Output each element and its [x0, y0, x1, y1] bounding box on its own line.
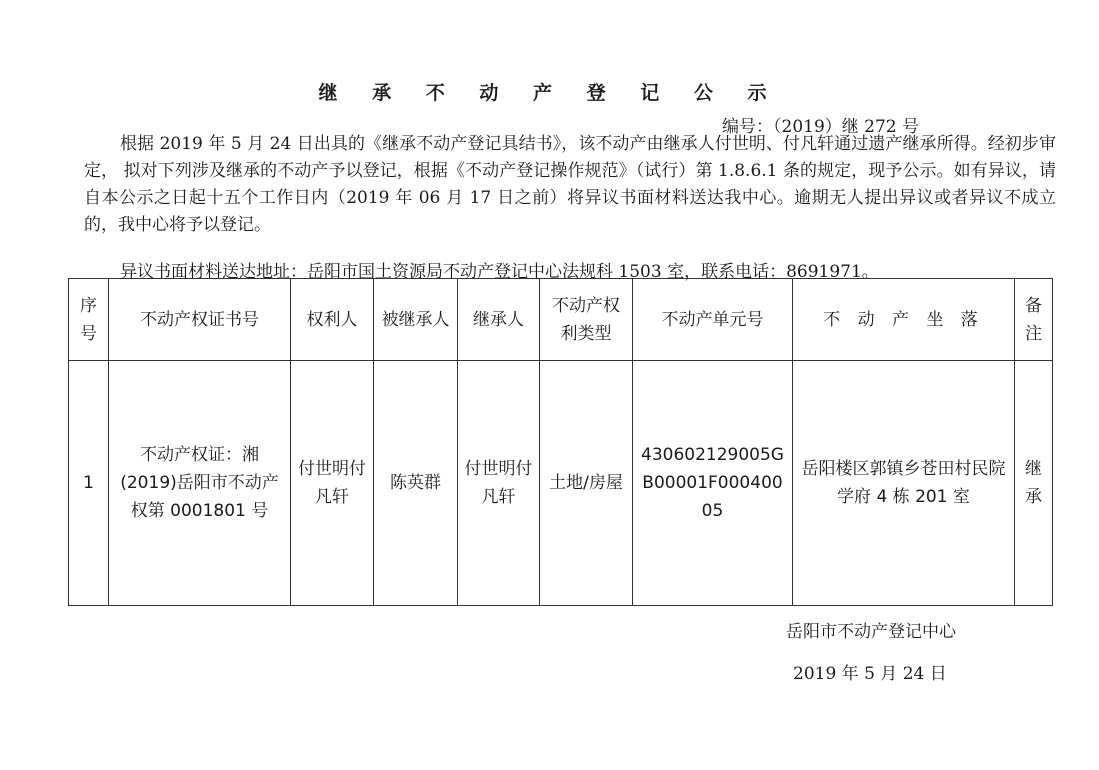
cell-seq: 1	[69, 361, 109, 606]
header-cert-no: 不动产权证书号	[109, 279, 291, 361]
header-owner: 权利人	[291, 279, 374, 361]
table-row	[69, 361, 1053, 606]
cell-location: 岳阳楼区郭镇乡苍田村民院学府 4 栋 201 室	[793, 361, 1015, 606]
header-seq: 序号	[69, 279, 109, 361]
notice-title: 继 承 不 动 产 登 记 公 示	[318, 82, 781, 104]
cell-owner: 付世明付凡轩	[291, 361, 374, 606]
cell-heir: 付世明付凡轩	[458, 361, 540, 606]
notice-body-paragraph: 根据 2019 年 5 月 24 日出具的《继承不动产登记具结书》，该不动产由继承人付世明、付凡轩通过遗产继承所得。经初步审定， 拟对下列涉及继承的不动产予以登记，根据《不动产登记操作规范》（试行）第 1.8.6.1 条的规定，现予公示。如有异议，请自本公示之日起十五个工作日内（2019 年 06 月 17 日之前）将异议书面材料送达我中心。逾期无人提出异议或者异议不成立的，我中心将予以登记。	[84, 134, 1056, 235]
cell-cert-no: 不动产权证：湘(2019)岳阳市不动产权第 0001801 号	[109, 361, 291, 606]
cell-remark: 继承	[1015, 361, 1053, 606]
issuer-signature: 岳阳市不动产登记中心	[786, 622, 956, 642]
header-decedent: 被继承人	[374, 279, 458, 361]
header-location: 不 动 产 坐 落	[793, 279, 1015, 361]
document-number: 编号：（2019）继 272 号	[722, 117, 920, 137]
header-remark: 备注	[1015, 279, 1053, 361]
header-heir: 继承人	[458, 279, 540, 361]
cell-decedent: 陈英群	[374, 361, 458, 606]
registration-table	[68, 278, 1053, 606]
header-right-type: 不动产权利类型	[540, 279, 633, 361]
issue-date: 2019 年 5 月 24 日	[793, 664, 947, 684]
header-unit-no: 不动产单元号	[633, 279, 793, 361]
cell-right-type: 土地/房屋	[540, 361, 633, 606]
cell-unit-no: 430602129005GB00001F00040005	[633, 361, 793, 606]
table-header-row	[69, 279, 1053, 361]
objection-address-paragraph: 异议书面材料送达地址：岳阳市国土资源局不动产登记中心法规科 1503 室，联系电话：8691971。	[120, 262, 879, 282]
